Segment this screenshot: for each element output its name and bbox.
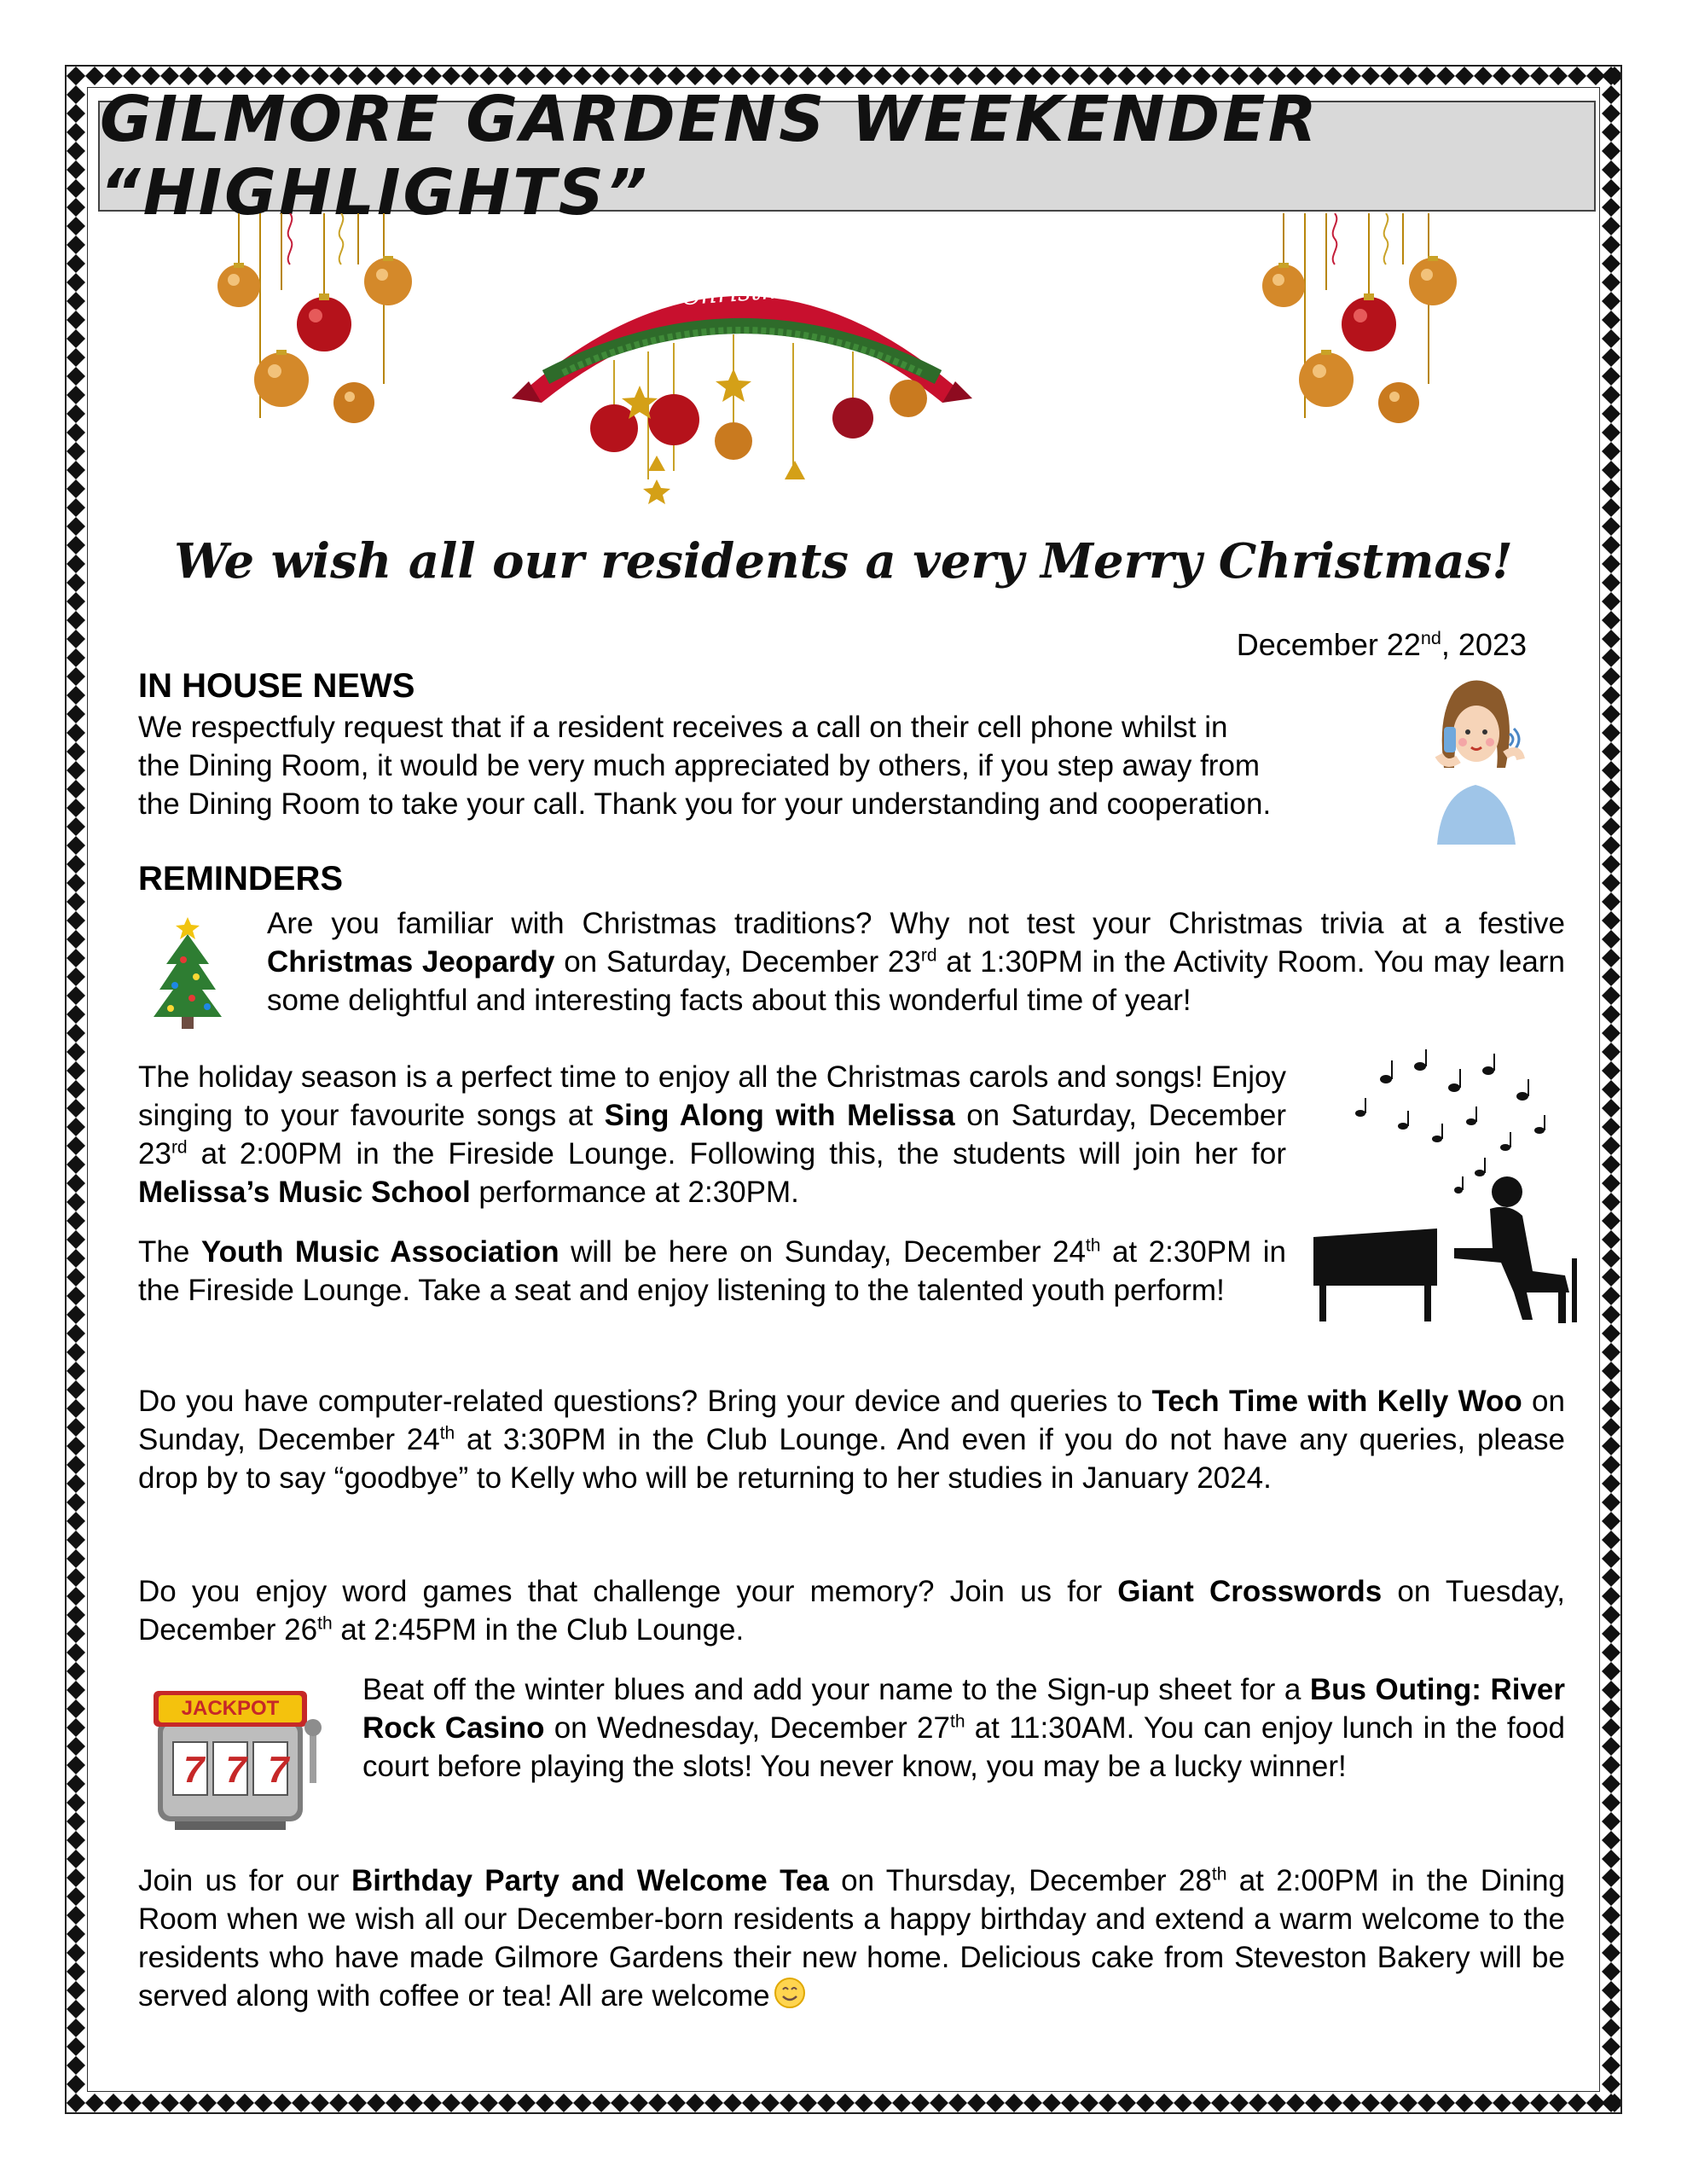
newsletter-title: GILMORE GARDENS WEEKENDER “HIGHLIGHTS”: [100, 83, 1319, 229]
crosswords-paragraph: Do you enjoy word games that challenge your memory? Join us for Giant Crosswords on Tuesday, December 26th at 2:45PM in the Club Lounge.: [138, 1575, 1565, 1647]
christmas-tree-image: [149, 913, 226, 1032]
in-house-news-heading: IN HOUSE NEWS: [138, 667, 415, 705]
woman-phone-image: [1420, 674, 1531, 845]
sing-along-paragraph: The holiday season is a perfect time to enjoy all the Christmas carols and songs! Enjoy singing to your favourite songs at Sing Along with Melissa on Saturday, December 23rd at 2:00PM in the Fireside Lounge. Following this, the students will join her for Melissa’s Music School performance at 2:30PM.: [138, 1060, 1287, 1209]
ornaments-left-image: [213, 213, 426, 435]
border-zigzag-left: [67, 67, 85, 2112]
issue-date: December 22nd, 2023: [1236, 627, 1527, 662]
pianist-silhouette-image: [1309, 1045, 1582, 1327]
smiley-face-icon: [774, 1977, 806, 2018]
jackpot-label: JACKPOT: [181, 1697, 280, 1720]
youth-music-paragraph: The Youth Music Association will be here on Sunday, December 24th at 2:30PM in the Fireside Lounge. Take a seat and enjoy listening to the talented youth perform!: [138, 1235, 1287, 1307]
border-zigzag-bottom: [67, 2094, 1620, 2112]
christmas-greeting: We wish all our residents a very Merry Christmas!: [174, 533, 1513, 590]
border-zigzag-right: [1602, 67, 1620, 2112]
birthday-party-paragraph: Join us for our Birthday Party and Welcome Tea on Thursday, December 28th at 2:00PM in the Dining Room when we wish all our December-born residents a happy birthday and extend a warm welcome to the residents who have made Gilmore Gardens their new home. Delicious cake from Steveston Bakery will be served along with coffee or tea! All are welcome: [138, 1862, 1565, 2018]
casino-outing-paragraph: Beat off the winter blues and add your name to the Sign-up sheet for a Bus Outing: River Rock Casino on Wednesday, December 27th at 11:30AM. You can enjoy lunch in the food court before playing the slots! You never know, you may be a lucky winner!: [362, 1673, 1566, 1783]
jeopardy-paragraph: Are you familiar with Christmas traditions? Why not test your Christmas trivia at a festive Christmas Jeopardy on Saturday, December 23rd at 1:30PM in the Activity Room. You may learn some delightful and interesting facts about this wonderful time of year!: [267, 907, 1565, 1017]
merry-christmas-banner: [512, 224, 972, 505]
jackpot-slot-machine-image: [141, 1672, 337, 1834]
slot-reels: 777: [183, 1749, 310, 1791]
reminders-heading: REMINDERS: [138, 860, 344, 897]
ornaments-right-image: [1258, 213, 1471, 435]
banner-ribbon-text: Merry Christmas: [680, 244, 815, 312]
in-house-news-text: We respectfuly request that if a resident receives a call on their cell phone whilst in the Dining Room, it would be very much appreciated by others, if you step away from the Dining Room to take your call. Thank you for your understanding and cooperation.: [138, 711, 1272, 821]
title-banner: [98, 83, 1596, 229]
tech-time-paragraph: Do you have computer-related questions? Bring your device and queries to Tech Time with Kelly Woo on Sunday, December 24th at 3:30PM in the Club Lounge. And even if you do not have any queries, please drop by to say “goodbye” to Kelly who will be returning to her studies in January 2024.: [138, 1385, 1565, 1495]
